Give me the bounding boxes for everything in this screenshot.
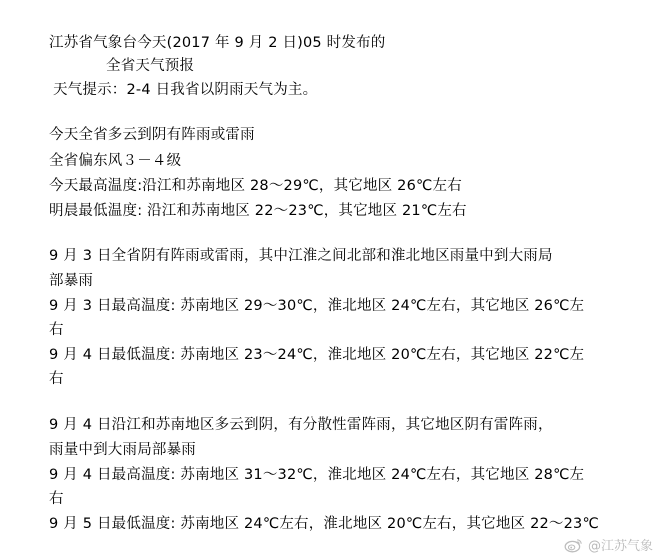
sep3-max-temp-cont: 右 [49,322,64,338]
weibo-logo-icon [564,537,584,553]
wind-line: 全省偏东风３－４级 [49,153,182,169]
sep5-min-temp: 9 月 5 日最低温度: 苏南地区 24℃左右，淮北地区 20℃左右，其它地区 22～23℃ [49,516,599,532]
sep4-weather: 9 月 4 日沿江和苏南地区多云到阴，有分散性雷阵雨，其它地区阴有雷阵雨， [49,417,553,433]
watermark [564,535,653,554]
weather-tip: 天气提示：2-4 日我省以阴雨天气为主。 [53,82,318,98]
sep3-max-temp: 9 月 3 日最高温度: 苏南地区 29～30℃，淮北地区 24℃左右，其它地区 26℃左 [49,298,585,314]
tomorrow-min-temp: 明晨最低温度: 沿江和苏南地区 22～23℃，其它地区 21℃左右 [49,203,467,219]
forecast-header-line: 江苏省气象台今天(2017 年 9 月 2 日)05 时发布的 [49,35,386,51]
sep4-weather-cont: 雨量中到大雨局部暴雨 [49,442,196,458]
watermark-text: @江苏气象 [587,539,653,554]
sep3-weather: 9 月 3 日全省阴有阵雨或雷雨，其中江淮之间北部和淮北地区雨量中到大雨局 [49,248,553,264]
sep4-max-temp: 9 月 4 日最高温度: 苏南地区 31～32℃，淮北地区 24℃左右，其它地区 28℃左 [49,467,585,483]
sep4-min-temp-cont: 右 [49,371,64,387]
sep4-max-temp-cont: 右 [49,491,64,507]
sep3-weather-cont: 部暴雨 [49,273,94,289]
today-max-temp: 今天最高温度:沿江和苏南地区 28～29℃，其它地区 26℃左右 [49,178,462,194]
forecast-title: 全省天气预报 [106,58,195,74]
sep4-min-temp: 9 月 4 日最低温度: 苏南地区 23～24℃，淮北地区 20℃左右，其它地区 22℃左 [49,347,585,363]
today-weather: 今天全省多云到阴有阵雨或雷雨 [49,127,255,143]
